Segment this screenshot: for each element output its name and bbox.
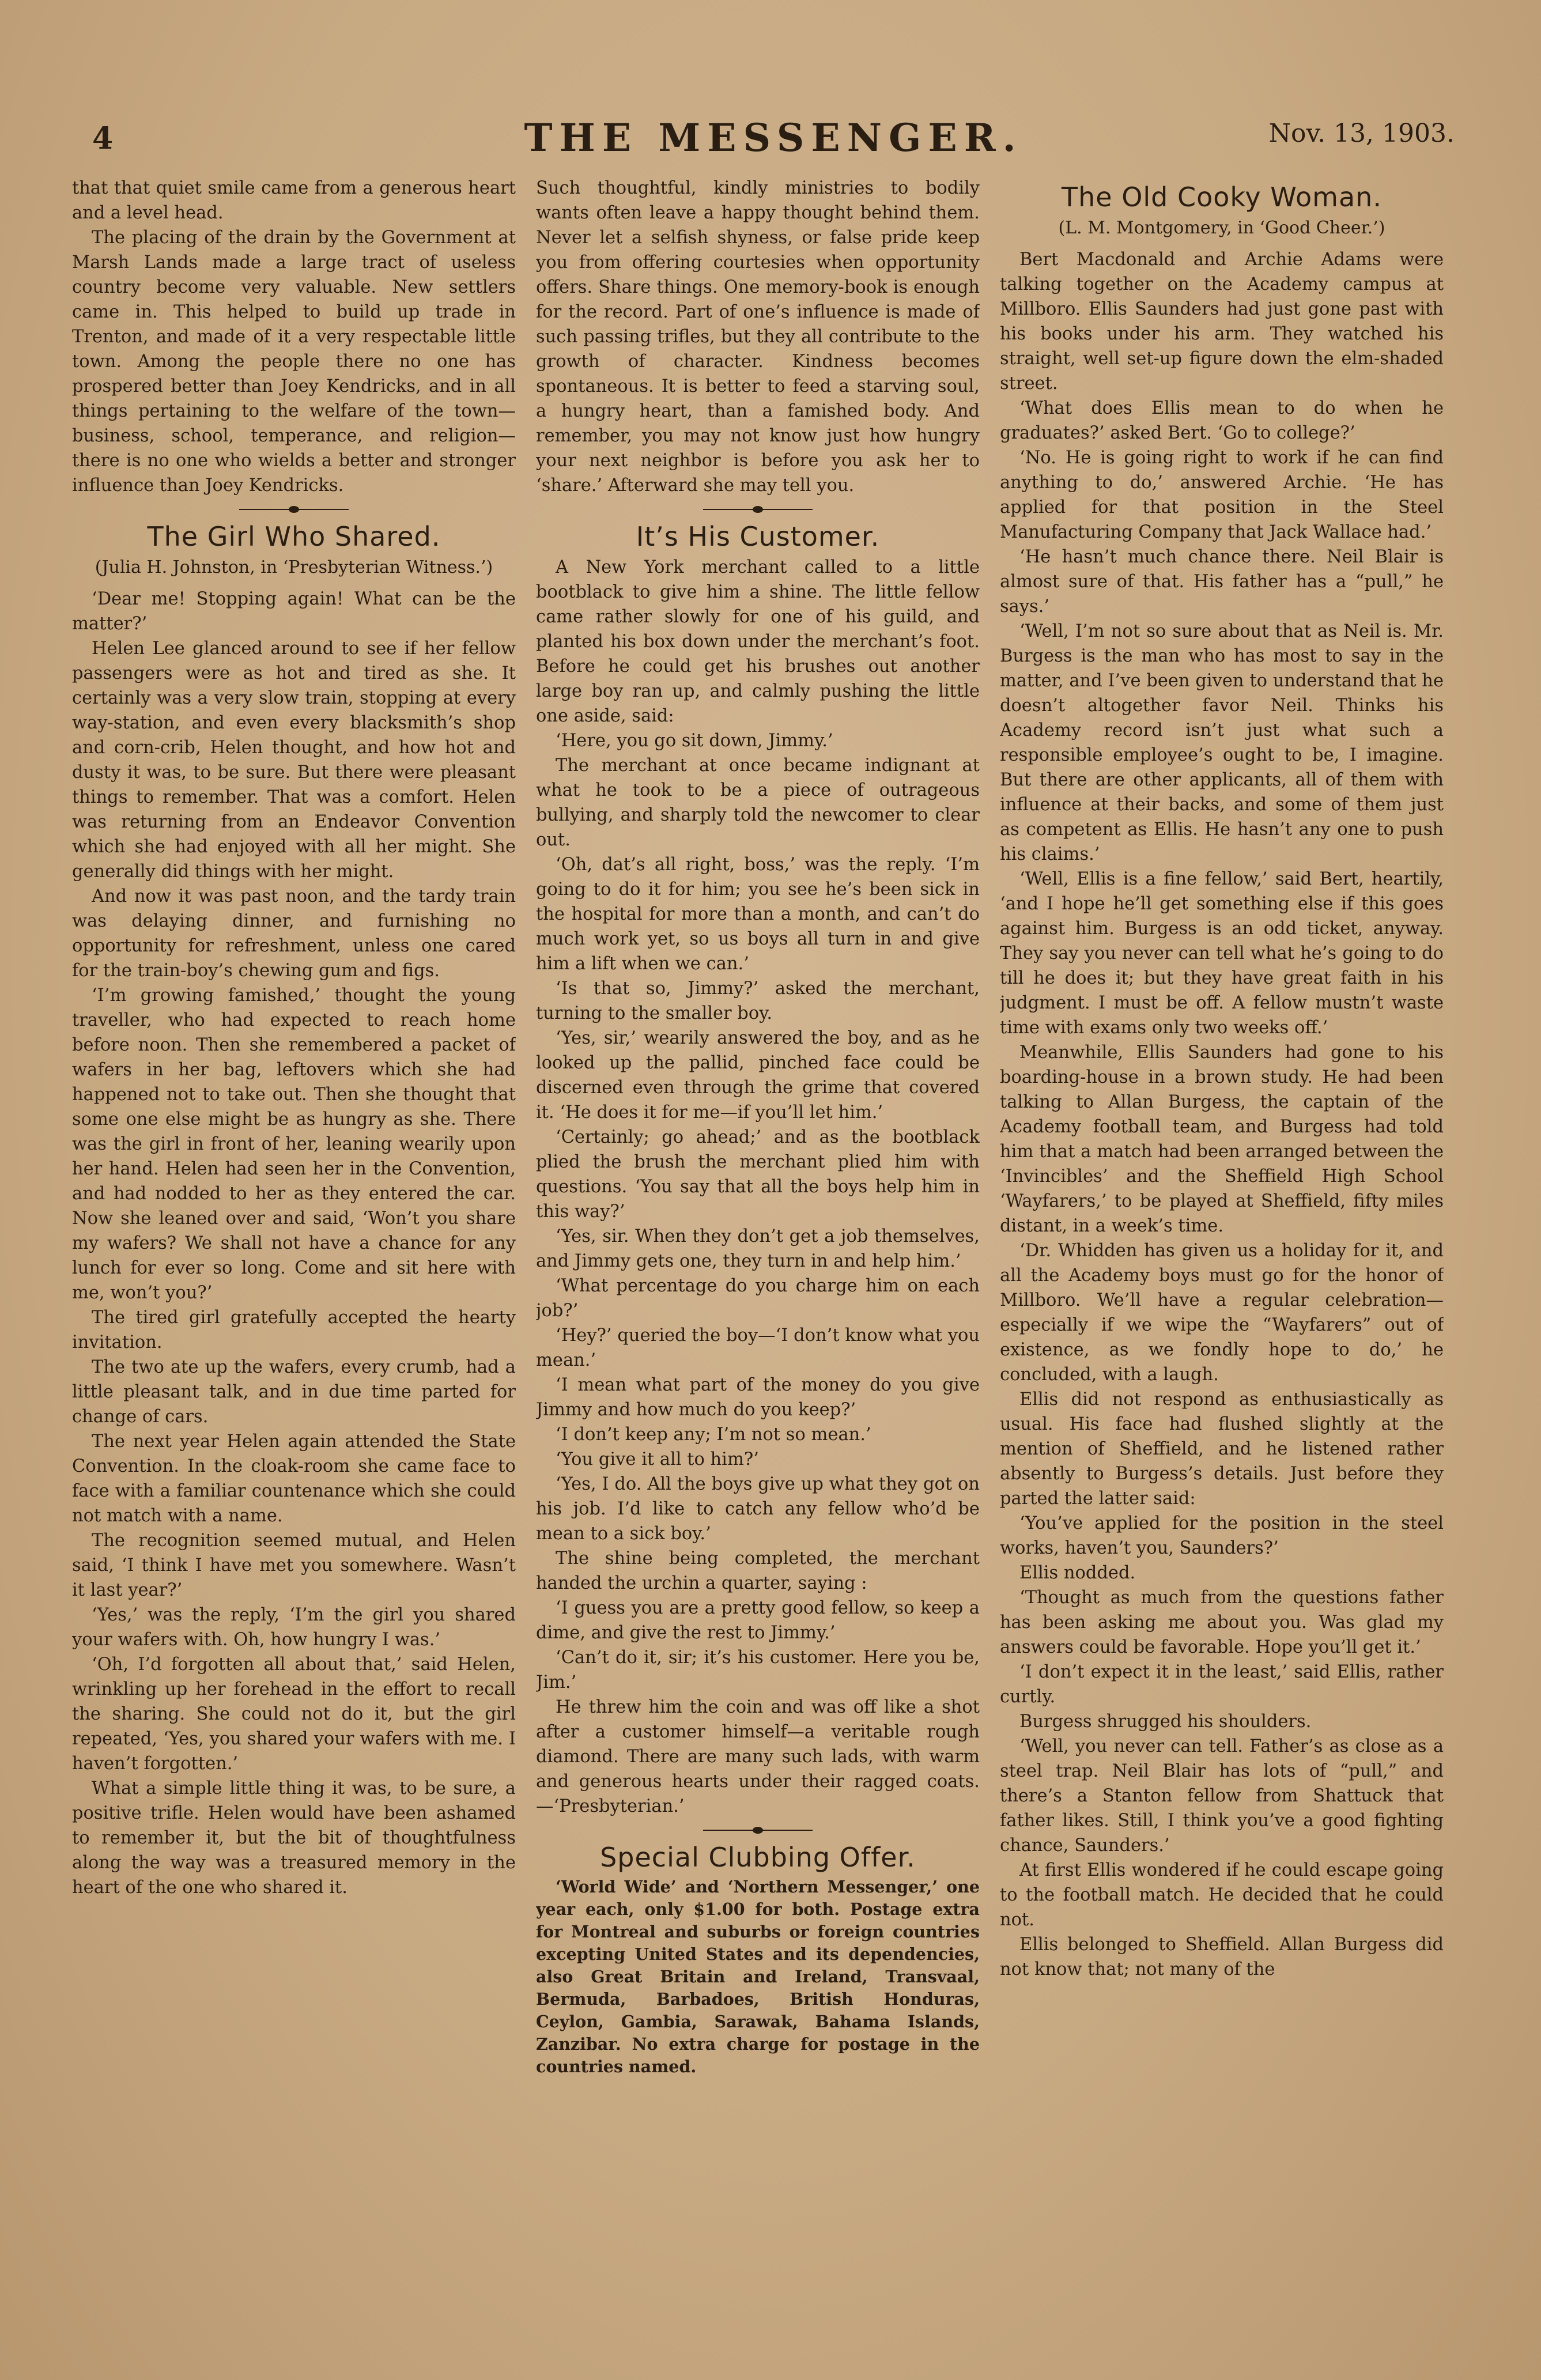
paragraph: ‘Dr. Whidden has given us a holiday for it, and all the Academy boys must go for the honor of Millboro. We’ll have a regular celebration—especially if we wipe the “Wayfarers” out of existence, as we fondly hope to do,’ he concluded, with a laugh. — [1000, 1241, 1444, 1385]
article-title-old-cooky-woman: The Old Cooky Woman. — [1062, 182, 1382, 213]
paragraph: Such thoughtful, kindly ministries to bodily wants often leave a happy thought behind them. Never let a selfish shyness, or false pride keep you from offering courtesies when opportunity offers. Share things. One memory-book is enough for the record. Part of one’s influence is made of such passing trifles, but they all contribute to the growth of character. Kindness becomes spontaneous. It is better to feed a starving soul, a hungry heart, than a famished body. And remember, you may not know just how hungry your next neighbor is before you ask her to ‘share.’ Afterward she may tell you. — [536, 178, 980, 496]
article-byline: (Julia H. Johnston, in ‘Presbyterian Witness.’) — [95, 557, 493, 577]
clubbing-offer — [536, 1842, 980, 2078]
paragraph: Burgess shrugged his shoulders. — [1019, 1712, 1312, 1732]
paragraph: ‘Well, you never can tell. Father’s as close as a steel trap. Neil Blair has lots of “pull,” and there’s a Stanton fellow from Shattuck that father likes. Still, I think you’ve a good fighting chance, Saunders.’ — [1000, 1736, 1444, 1856]
paragraph: The shine being completed, the merchant handed the urchin a quarter, saying : — [536, 1548, 980, 1593]
paragraph: ‘Yes, sir,’ wearily answered the boy, and as he looked up the pallid, pinched face could be discerned even through the grime that covered it. ‘He does it for me—if you’ll let him.’ — [536, 1028, 980, 1123]
paragraph: ‘Oh, I’d forgotten all about that,’ said Helen, wrinkling up her forehead in the effort to recall the sharing. She could not do it, but the girl repeated, ‘Yes, you shared your wafers with me. I haven’t forgotten.’ — [72, 1654, 516, 1774]
paragraph: What a simple little thing it was, to be sure, a positive trifle. Helen would have been ashamed to remember it, but the bit of thoughtfulness along the way was a treasured memory in the heart of the one who shared it. — [72, 1778, 516, 1898]
paragraph: He threw him the coin and was off like a shot after a customer himself—a veritable rough diamond. There are many such lads, with warm and generous hearts under their ragged coats.—‘Presbyterian.’ — [536, 1697, 980, 1816]
paragraph: ‘What does Ellis mean to do when he graduates?’ asked Bert. ‘Go to college?’ — [1000, 398, 1444, 443]
paragraph: ‘I guess you are a pretty good fellow, so keep a dime, and give the rest to Jimmy.’ — [536, 1598, 980, 1643]
paragraph: ‘Certainly; go ahead;’ and as the bootblack plied the brush the merchant plied him with questions. ‘You say that all the boys help him in this way?’ — [536, 1127, 980, 1222]
article-title-special-clubbing-offer: Special Clubbing Offer. — [600, 1842, 916, 1873]
paragraph: Ellis belonged to Sheffield. Allan Burgess did not know that; not many of the — [1000, 1935, 1444, 1979]
paragraph: ‘Thought as much from the questions father has been asking me about you. Was glad my answers could be favorable. Hope you’ll get it.’ — [1000, 1588, 1444, 1657]
paragraph: ‘No. He is going right to work if he can find anything to do,’ answered Archie. ‘He has applied for that position in the Steel Manufacturing Company that Jack Wallace had.’ — [1000, 448, 1444, 542]
paragraph: Bert Macdonald and Archie Adams were talking together on the Academy campus at Millboro. Ellis Saunders had just gone past with his books under his arm. They watched his straight, well set-up figure down the elm-shaded street. — [1000, 250, 1444, 394]
column-3 — [1000, 176, 1444, 2319]
paragraph: And now it was past noon, and the tardy train was delaying dinner, and furnishing no opportunity for refreshment, unless one cared for the train-boy’s chewing gum and figs. — [72, 886, 516, 981]
paragraph: ‘Well, Ellis is a fine fellow,’ said Bert, heartily, ‘and I hope he’ll get something else if this goes against him. Burgess is an odd ticket, anyway. They say you never can tell what he’s going to do till he does it; but they have great faith in his judgment. I must be off. A fellow mustn’t waste time with exams only two weeks off.’ — [1000, 869, 1444, 1038]
paragraph: ‘He hasn’t much chance there. Neil Blair is almost sure of that. His father has a “pull,” he says.’ — [1000, 547, 1444, 617]
page-number: 4 — [92, 121, 114, 156]
paragraph: At first Ellis wondered if he could escape going to the football match. He decided that he could not. — [1000, 1860, 1444, 1930]
section-divider — [703, 504, 813, 515]
paragraph: The recognition seemed mutual, and Helen said, ‘I think I have met you somewhere. Wasn’t it last year?’ — [72, 1531, 516, 1600]
paragraph: The placing of the drain by the Government at Marsh Lands made a large tract of useless country become very valuable. New settlers came in. This helped to build up trade in Trenton, and made of it a very respectable little town. Among the people there no one has prospered better than Joey Kendricks, and in all things pertaining to the welfare of the town—business, school, temperance, and religion—there is no one who wields a better and stronger influence than Joey Kendricks. — [72, 228, 516, 496]
offer-text: ‘World Wide’ and ‘Northern Messenger,’ one year each, only $1.00 for both. Postage extra for Montreal and suburbs or foreign countries excepting United States and its dependencies, also Great Britain and Ireland, Transvaal, Bermuda, Barbadoes, British Honduras, Ceylon, Gambia, Sarawak, Bahama Islands, Zanzibar. No extra charge for postage in the countries named. — [536, 1877, 980, 2076]
masthead — [92, 109, 1455, 161]
section-divider — [239, 504, 349, 515]
paragraph: ‘You give it all to him?’ — [556, 1449, 759, 1469]
issue-date: Nov. 13, 1903. — [1268, 119, 1455, 148]
paragraph: ‘Yes, sir. When they don’t get a job themselves, and Jimmy gets one, they turn in and help him.’ — [536, 1226, 980, 1271]
paragraph: ‘Yes, I do. All the boys give up what they got on his job. I’d like to catch any fellow who’d be mean to a sick boy.’ — [536, 1474, 980, 1544]
paragraph: The next year Helen again attended the State Convention. In the cloak-room she came face to face with a familiar countenance which she could not match with a name. — [72, 1431, 516, 1526]
article-title-its-his-customer: It’s His Customer. — [636, 521, 880, 552]
paragraph: The tired girl gratefully accepted the hearty invitation. — [72, 1308, 516, 1353]
paragraph: ‘Can’t do it, sir; it’s his customer. Here you be, Jim.’ — [536, 1648, 980, 1693]
paragraph: ‘Yes,’ was the reply, ‘I’m the girl you shared your wafers with. Oh, how hungry I was.’ — [72, 1605, 516, 1650]
column-2 — [536, 176, 980, 2319]
section-divider — [703, 1824, 813, 1836]
article-title-girl-who-shared: The Girl Who Shared. — [147, 521, 441, 552]
paragraph: ‘I mean what part of the money do you give Jimmy and how much do you keep?’ — [536, 1375, 980, 1420]
paragraph: ‘Well, I’m not so sure about that as Neil is. Mr. Burgess is the man who has most to say in the matter, and I’ve been given to understand that he doesn’t altogether favor Neil. Thinks his Academy record isn’t just what such a responsible employee’s ought to be, I imagine. But there are other applicants, all of them with influence at their backs, and some of them just as competent as Ellis. He hasn’t any one to push his claims.’ — [1000, 621, 1444, 864]
paragraph: ‘You’ve applied for the position in the steel works, haven’t you, Saunders?’ — [1000, 1513, 1444, 1558]
paragraph: ‘Dear me! Stopping again! What can be the matter?’ — [72, 589, 516, 634]
paragraph: Meanwhile, Ellis Saunders had gone to his boarding-house in a brown study. He had been talking to Allan Burgess, the captain of the Academy football team, and Burgess had told him that a match had been arranged between the ‘Invincibles’ and the Sheffield High School ‘Wayfarers,’ to be played at Sheffield, fifty miles distant, in a week’s time. — [1000, 1042, 1444, 1236]
paragraph: Helen Lee glanced around to see if her fellow passengers were as hot and tired as she. It certainly was a very slow train, stopping at every way-station, and even every blacksmith’s shop and corn-crib, Helen thought, and how hot and dusty it was, to be sure. But there were pleasant things to remember. That was a comfort. Helen was returning from an Endeavor Convention which she had enjoyed with all her might. She generally did things with her might. — [72, 639, 516, 882]
paragraph: ‘I don’t expect it in the least,’ said Ellis, rather curtly. — [1000, 1662, 1444, 1707]
paragraph: Ellis nodded. — [1019, 1563, 1136, 1583]
paragraph: ‘I’m growing famished,’ thought the young traveller, who had expected to reach home before noon. Then she remembered a packet of wafers in her bag, leftovers which she had happened not to take out. Then she thought that some one else might be as hungry as she. There was the girl in front of her, leaning wearily upon her hand. Helen had seen her in the Convention, and had nodded to her as they entered the car. Now she leaned over and said, ‘Won’t you share my wafers? We shall not have a chance for any lunch for ever so long. Come and sit here with me, won’t you?’ — [72, 985, 516, 1303]
paragraph: The two ate up the wafers, every crumb, had a little pleasant talk, and in due time parted for change of cars. — [72, 1357, 516, 1427]
newspaper-title: THE MESSENGER. — [524, 115, 1023, 160]
paragraph: Ellis did not respond as enthusiastically as usual. His face had flushed slightly at the mention of Sheffield, and he listened rather absently to Burgess’s details. Just before they parted the latter said: — [1000, 1389, 1444, 1509]
paragraph: The merchant at once became indignant at what he took to be a piece of outrageous bullying, and sharply told the newcomer to clear out. — [536, 755, 980, 850]
paragraph: ‘Oh, dat’s all right, boss,’ was the reply. ‘I’m going to do it for him; you see he’s been sick in the hospital for more than a month, and can’t do much work yet, so us boys all turn in and give him a lift when we can.’ — [536, 855, 980, 974]
paragraph: ‘I don’t keep any; I’m not so mean.’ — [556, 1425, 871, 1445]
column-1 — [72, 176, 516, 2319]
paragraph: ‘What percentage do you charge him on each job?’ — [536, 1276, 980, 1321]
paragraph: ‘Hey?’ queried the boy—‘I don’t know what you mean.’ — [536, 1325, 980, 1370]
paragraph: A New York merchant called to a little bootblack to give him a shine. The little fellow came rather slowly for one of his guild, and planted his box down under the merchant’s foot. Before he could get his brushes out another large boy ran up, and calmly pushing the little one aside, said: — [536, 557, 980, 726]
paragraph: ‘Here, you go sit down, Jimmy.’ — [556, 731, 833, 751]
paragraph: that that quiet smile came from a generous heart and a level head. — [72, 178, 516, 223]
article-byline: (L. M. Montgomery, in ‘Good Cheer.’) — [1058, 218, 1385, 238]
paragraph: ‘Is that so, Jimmy?’ asked the merchant, turning to the smaller boy. — [536, 979, 980, 1023]
